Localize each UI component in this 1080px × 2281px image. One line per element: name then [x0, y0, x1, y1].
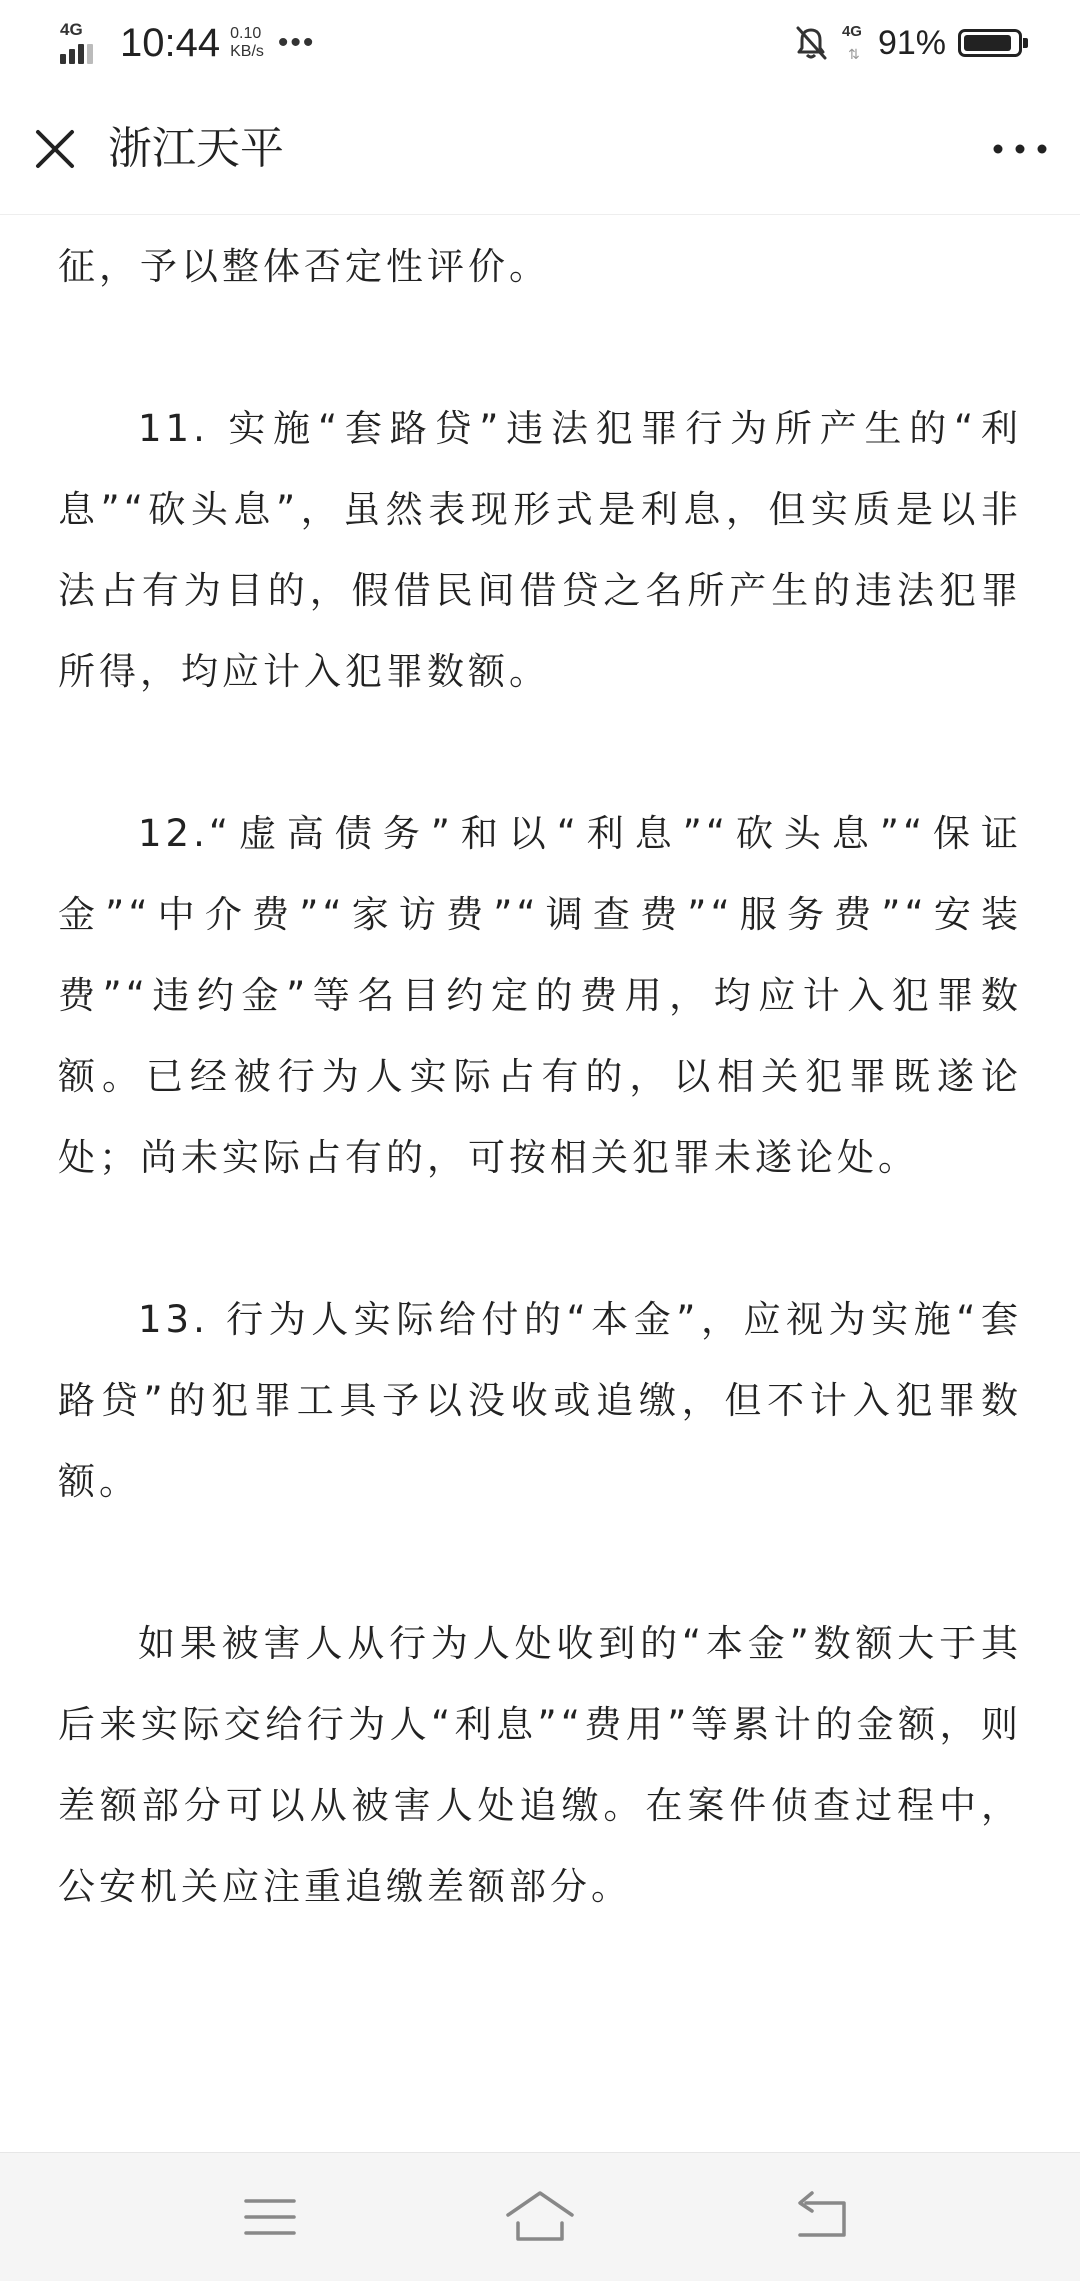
article-paragraph: 如果被害人从行为人处收到的“本金”数额大于其后来实际交给行为人“利息”“费用”等累计的金额，则差额部分可以从被害人处追缴。在案件侦查过程中，公安机关应注重追缴差额部分。	[58, 1622, 1022, 1908]
menu-icon[interactable]	[230, 2181, 310, 2253]
article-paragraph: 13. 行为人实际给付的“本金”，应视为实施“套路贷”的犯罪工具予以没收或追缴，但不计入犯罪数额。	[58, 1298, 1022, 1503]
home-icon[interactable]	[500, 2181, 580, 2253]
more-dots-icon[interactable]	[988, 124, 1052, 174]
article-paragraph: 12.“虚高债务”和以“利息”“砍头息”“保证金”“中介费”“家访费”“调查费”“服务费”“安装费”“违约金”等名目约定的费用，均应计入犯罪数额。已经被行为人实际占有的，以相关犯罪既遂论处；尚未实际占有的，可按相关犯罪未遂论处。	[58, 812, 1022, 1179]
system-nav-bar	[0, 2152, 1080, 2281]
network-speed	[230, 25, 264, 61]
status-right	[794, 18, 1022, 68]
mobile-data-icon: 4G ⇅	[841, 23, 862, 63]
network-type: 4G	[60, 20, 83, 39]
signal-icon	[58, 20, 106, 66]
top-nav-bar	[0, 84, 1080, 215]
page-title: 浙江天平	[108, 123, 284, 174]
article-paragraph: 11. 实施“套路贷”违法犯罪行为所产生的“利息”“砍头息”，虽然表现形式是利息，但实质是以非法占有为目的，假借民间借贷之名所产生的违法犯罪所得，均应计入犯罪数额。	[58, 407, 1022, 693]
network-speed-value: 0.10	[230, 25, 262, 42]
status-bar	[0, 0, 1080, 84]
back-icon[interactable]	[782, 2181, 862, 2253]
status-time: 10:44	[120, 20, 221, 65]
battery-icon	[958, 29, 1022, 57]
battery-fill	[964, 35, 1011, 51]
network-speed-unit: KB/s	[230, 43, 264, 60]
bell-off-icon	[794, 25, 828, 61]
network-type-right: 4G	[841, 23, 862, 40]
battery-percent: 91%	[877, 23, 946, 62]
article-content	[58, 226, 1022, 2008]
article-paragraph: 征，予以整体否定性评价。	[58, 245, 550, 288]
close-icon[interactable]	[28, 122, 82, 176]
status-more-indicator: •••	[277, 26, 316, 59]
status-left	[58, 18, 315, 68]
